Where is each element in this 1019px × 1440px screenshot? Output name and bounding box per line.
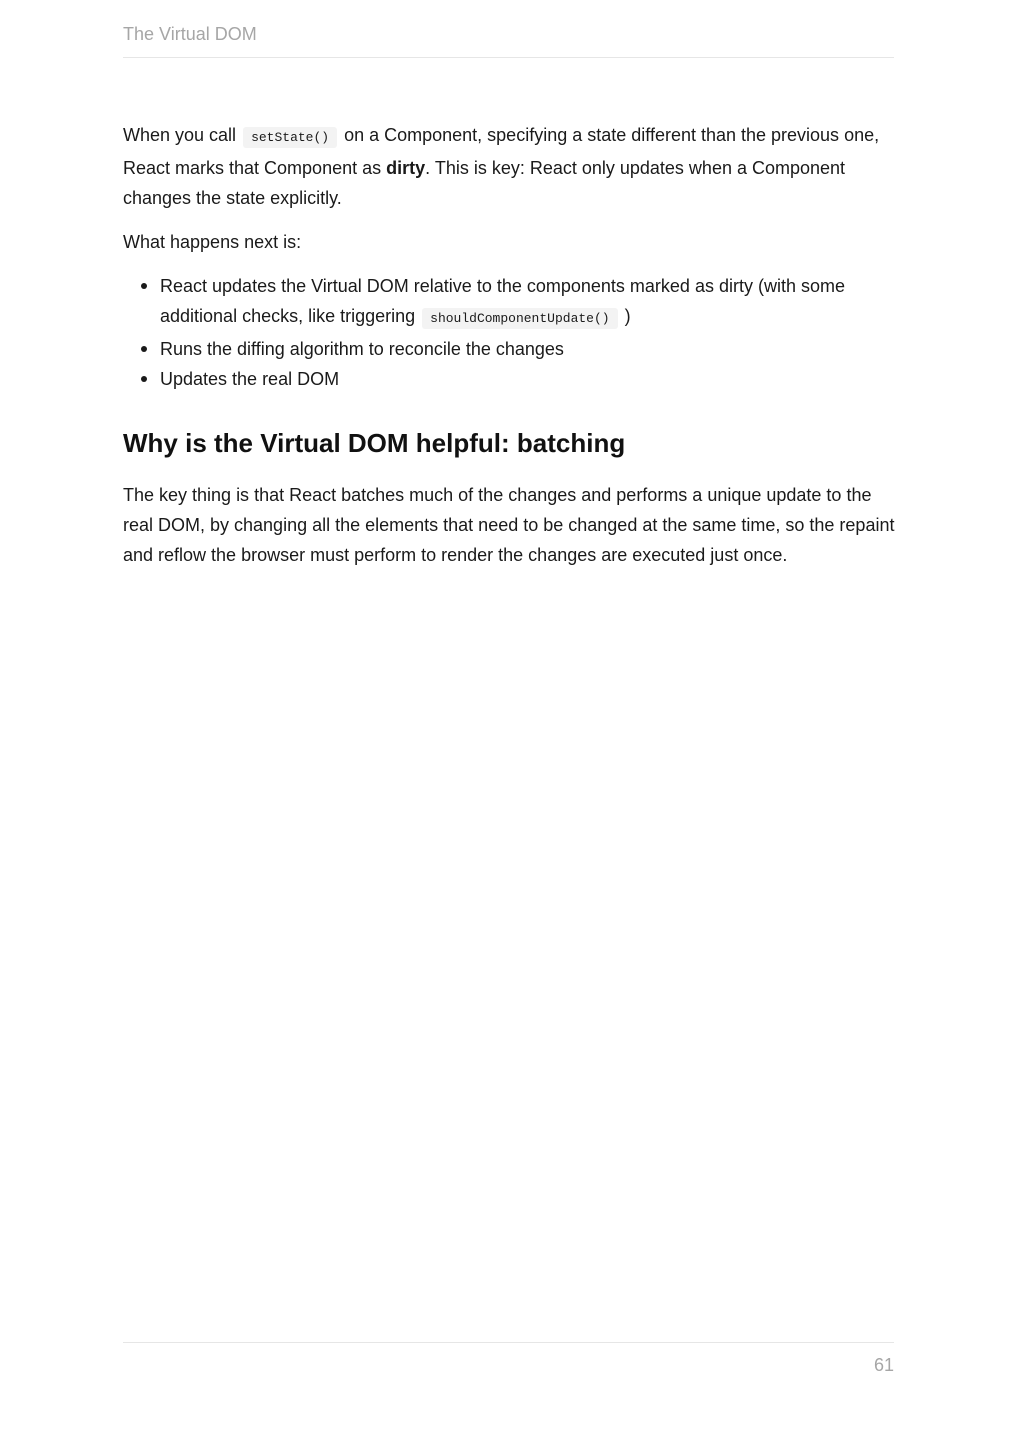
page-content [123,120,898,584]
batching-paragraph: The key thing is that React batches much of the changes and performs a unique update to the real DOM, by changing all the elements that need to be changed at the same time, so the repaint and reflow the browser must perform to render the changes are executed just once. [123,485,895,565]
bullet-icon [141,283,147,289]
page-header [123,22,894,58]
steps-list [123,271,898,394]
list-item [123,364,898,394]
list-item-text-end: ) [619,306,631,326]
bullet-icon [141,376,147,382]
intro-paragraph [123,120,898,213]
intro-text-middle: on a Component, specifying a state different than the previous one, React marks that Component as [123,125,880,178]
section-heading: Why is the Virtual DOM helpful: batching [123,428,626,458]
bullet-icon [141,346,147,352]
list-item-text: Updates the real DOM [160,369,340,389]
page-number: 61 [873,1355,894,1375]
page-footer [123,1342,894,1383]
inline-code-setstate: setState() [243,127,337,148]
list-item [123,271,898,334]
list-item-text: React updates the Virtual DOM relative to the components marked as dirty (with some additional checks, like triggering [160,276,845,326]
next-steps-intro: What happens next is: [123,232,302,252]
intro-text-start: When you call [123,125,242,145]
inline-code-shouldcomponentupdate: shouldComponentUpdate() [422,308,617,329]
list-item-text: Runs the diffing algorithm to reconcile the changes [160,339,564,359]
intro-text-end: . This is key: React only updates when a Component changes the state explicitly. [123,158,846,208]
list-item [123,334,898,364]
bold-term-dirty: dirty [386,158,426,178]
running-title: The Virtual DOM [123,24,257,44]
